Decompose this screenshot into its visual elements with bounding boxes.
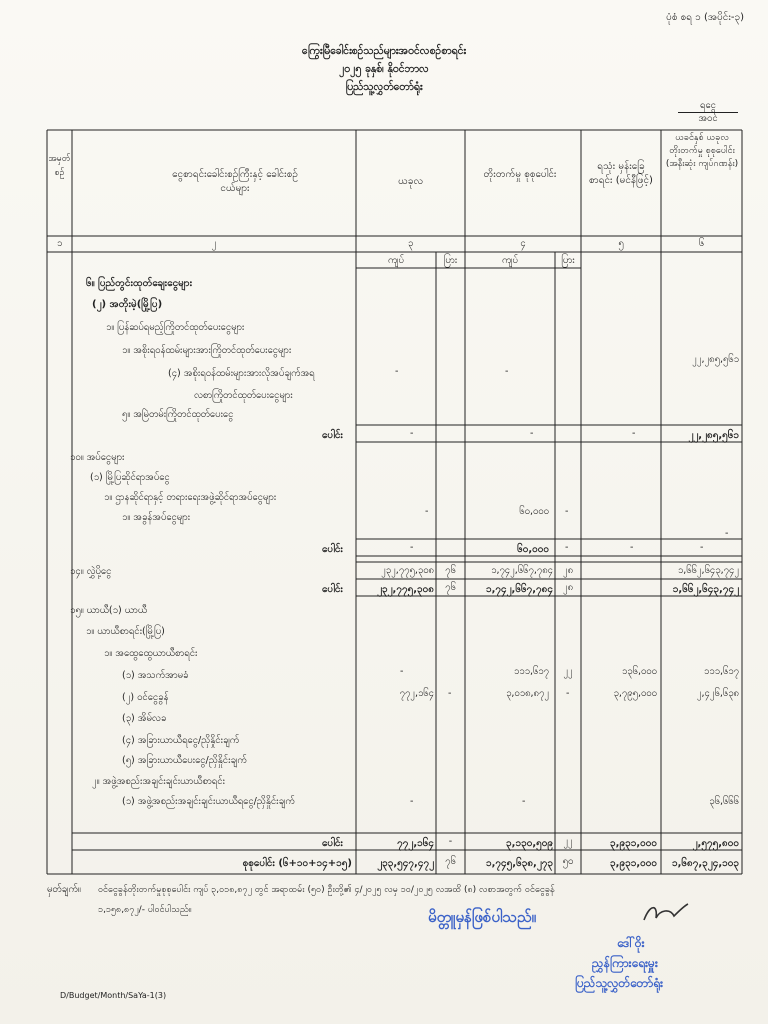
s15-total-c3p: - xyxy=(448,836,453,847)
note-label: မှတ်ချက်။ xyxy=(47,884,81,895)
col-header-5: ရသုံး မှန်းခြေ စာရင်း (မင်နီဖြင့်) xyxy=(589,161,653,186)
row-salary-advances-2: လစာကြိုတင်ထုတ်ပေးငွေများ xyxy=(194,390,293,401)
col-number-1: ၁ xyxy=(56,238,63,249)
row-general-temp: ၁။ အထွေထွေယာယီစာရင်း xyxy=(104,648,198,659)
col-header-6: ယခင်နှစ် ယခုလ တိုးတက်မှု စုစုပေါင်း (အနီးဆုံး ကျပ်ဂဏန်း) xyxy=(665,133,739,169)
s14-total-label: ပေါင်း xyxy=(322,584,343,595)
s6-c4-dash: - xyxy=(505,366,509,377)
s15-total-label: ပေါင်း xyxy=(322,838,343,849)
s15-c5a: ၁၃၆,၀၀၀ xyxy=(621,666,657,677)
note-line-1: ဝင်ငွေခွန်တိုးတက်မှုစုစုပေါင်း ကျပ် ၃,၀၁၈,၈၇၂ တွင် အရာထမ်း (၅၀) ဦးတို့၏ ၄/၂၀၂၅ လမှ ၁၀/၂၀၂၅ လအထိ (၈) လစာအတွက် ဝင်ငွေခွန် xyxy=(98,885,555,895)
row-inter-org: ၂။ အဖွဲ့အစည်းအချင်းချင်းယာယီစာရင်း xyxy=(92,776,225,787)
s10-total-c3: - xyxy=(410,542,414,553)
row-tax-deposits: ၁။ အခွန်အပ်ငွေများ xyxy=(122,512,191,523)
document-code: D/Budget/Month/SaYa-1(3) xyxy=(60,991,167,1000)
s14-c4p: ၂၈ xyxy=(562,565,574,576)
s14-c3p: ၇၆ xyxy=(445,565,456,576)
grand-total-c3: ၂၃၃,၅၄၇,၄၇၂ xyxy=(377,858,434,869)
row-permanent-advance: ၅။ အမြဲတမ်းကြိုတင်ထုတ်ပေးငွေ xyxy=(122,409,234,420)
s15-c3p-dash: - xyxy=(448,688,452,699)
s6-total-c3: - xyxy=(410,428,414,439)
s15-total-c5: ၃,၉၃၁,၀၀၀ xyxy=(610,838,657,849)
s10-total-label: ပေါင်း xyxy=(322,544,343,555)
s15-c5b: ၃,၇၉၅,၀၀၀ xyxy=(613,688,657,699)
row-other-temp-payments: (၅) အခြားယာယီပေးငွေ/ညှိနှိုင်းချက် xyxy=(122,755,247,766)
row-salary-advances-1: (၄) အစိုးရဝန်ထမ်းများအားလိုအပ်ချက်အရ xyxy=(168,368,315,379)
s15-total-c3: ၇၇၂,၁၆၄ xyxy=(397,838,434,849)
s10-total-c4: ၆၀,၀၀၀ xyxy=(517,544,549,555)
unit-pya-c4: ပြား xyxy=(561,255,575,266)
section-14-title: ၁၄။ လွှဲပို့ငွေ xyxy=(70,566,112,577)
s14-total-c6: ၁,၆၆၂,၆၄၃,၇၄၂ xyxy=(672,584,739,595)
s10-c3-dash: - xyxy=(425,506,429,517)
receipt-label-1: ရငွေ xyxy=(700,100,716,111)
s15-c4b: ၃,၀၁၈,၈၇၂ xyxy=(506,688,549,699)
grand-total-c6: ၁,၆၈၇,၃၂၄,၁၀၃ xyxy=(671,858,739,869)
grand-total-label: စုစုပေါင်း (၆+၁၀+၁၄+၁၅) xyxy=(242,858,352,869)
col-header-4: တိုးတက်မှု စုစုပေါင်း xyxy=(483,169,557,180)
title-line-1: ကြွေးမြီခေါင်းစဉ်သည်များအဝင်လစဉ်စာရင်း xyxy=(301,45,467,57)
s15-c6b: ၂,၄၂၆,၆၃၈ xyxy=(696,688,739,699)
receipt-label-2: အဝင် xyxy=(678,112,738,125)
row-advances: ၁။ ပြန်ဆပ်ရမည့်ကြိုတင်ထုတ်ပေးငွေများ xyxy=(106,322,245,333)
s14-total-c3p: ၇၆ xyxy=(445,582,456,593)
s15-c3-dash-e: - xyxy=(410,796,414,807)
section-15-title: ၁၅။ ယာယီ(၁) ယာယီ xyxy=(70,605,148,616)
s14-c4: ၁,၇၄၂,၆၆၇,၇၈၄ xyxy=(491,565,553,576)
grand-total-c4p: ၅၀ xyxy=(562,856,574,867)
signature-mark xyxy=(640,900,690,928)
col-header-2: ငွေစာရင်းခေါင်းစဉ်ကြီးနှင့် ခေါင်းစဉ်ငယ်များ xyxy=(172,169,298,194)
s15-c4-dash-e: - xyxy=(522,796,526,807)
section-10-title: ၁၀။ အပ်ငွေများ xyxy=(70,452,125,463)
s6-total-c5: - xyxy=(632,428,636,439)
row-dept-deposits: ၁။ ဌာနဆိုင်ရာနှင့် တရားရေးအဖွဲ့ဆိုင်ရာအပ်ငွေများ xyxy=(104,492,277,503)
s15-total-c4p: ၂၂ xyxy=(563,836,573,847)
s15-total-c4: ၃,၁၃၀,၅၀၉ xyxy=(506,838,553,849)
section-10-sub: (၁) မြို့ပြဆိုင်ရာအပ်ငွေ xyxy=(90,472,170,483)
certified-copy-stamp: မိတ္တူမှန်ဖြစ်ပါသည်။ xyxy=(428,908,537,926)
form-reference: ပုံစံ စရ ၁ (အပိုင်း-၃) xyxy=(666,12,744,23)
unit-pya-c3: ပြား xyxy=(443,255,458,266)
unit-kyat-c4: ကျပ် xyxy=(502,255,518,266)
s10-c4-value: ၆၀,၀၀၀ xyxy=(519,506,549,517)
s10-total-c5: - xyxy=(630,542,634,553)
signatory-name: ဒေါ်ဝိုး xyxy=(617,936,645,950)
s6-total-label: ပေါင်း xyxy=(322,430,343,441)
col-header-1: အမှတ်စဉ် xyxy=(48,154,71,178)
s15-c3-dash-a: - xyxy=(400,666,404,677)
s10-total-c4p: - xyxy=(565,542,569,553)
s15-c4bp-dash: - xyxy=(566,688,570,699)
s14-total-c4p: ၂၈ xyxy=(562,582,574,593)
s14-c3: ၂၃၂,၇၇၅,၃၀၈ xyxy=(381,565,434,576)
s6-c3-dash: - xyxy=(395,366,399,377)
title-line-3: ပြည်သူ့လွှတ်တော်ရုံး xyxy=(345,81,423,93)
s15-c4a: ၁၁၁,၆၁၇ xyxy=(513,666,549,677)
col-number-6: ၆ xyxy=(698,238,705,249)
col-number-5: ၅ xyxy=(618,238,624,249)
row-staff-advances: ၁။ အစိုးရဝန်ထမ်းများအားကြိုတင်ထုတ်ပေးငွေများ xyxy=(122,345,292,356)
row-temp-accounts: ၁။ ယာယီစာရင်း(မြို့ပြ) xyxy=(86,626,165,637)
col-header-3: ယခုလ xyxy=(398,176,423,187)
section-6-sub: (၂) အတိုးမဲ့(မြို့ပြ) xyxy=(92,299,163,310)
col-number-4: ၄ xyxy=(520,238,526,249)
s15-c4ap: ၂၂ xyxy=(563,666,573,677)
unit-kyat-c3: ကျပ် xyxy=(388,255,404,266)
s14-total-c3: ၂၃၂,၇၇၅,၃၀၈ xyxy=(377,584,434,595)
note-line-2: ၁,၁၅၈,၈၇၂/- ပါဝင်ပါသည်။ xyxy=(98,905,192,915)
s15-total-c6: ၂,၅၇၅,၈၀၀ xyxy=(692,838,739,849)
s15-c6a: ၁၁၁,၆၁၇ xyxy=(703,666,739,677)
s6-total-c4: - xyxy=(530,428,534,439)
grand-total-c3p: ၇၆ xyxy=(445,856,456,867)
title-line-2: ၂၀၂၅ ခုနှစ်၊ နိုဝင်ဘာလ xyxy=(339,63,429,75)
row-house-rent: (၃) အိမ်လခ xyxy=(122,713,167,724)
s6-total-c6: ၂၂,၂၈၅,၅၆၁ xyxy=(688,430,739,441)
signatory-office: ပြည်သူ့လွှတ်တော်ရုံး xyxy=(575,976,664,990)
row-life-insurance: (၁) အသက်အာမခံ xyxy=(122,670,189,681)
signatory-title: ညွှန်ကြားရေးမှူး xyxy=(592,956,658,970)
grand-total-c5: ၃,၉၃၁,၀၀၀ xyxy=(610,858,657,869)
s14-total-c4: ၁,၇၄၂,၆၆၇,၇၈၄ xyxy=(485,584,553,595)
s10-c4p-dash: - xyxy=(565,506,569,517)
row-other-temp-receipts: (၄) အခြားယာယီရငွေ/ညှိနှိုင်းချက် xyxy=(122,735,240,746)
s10-total-c6: - xyxy=(700,542,704,553)
grand-total-c4: ၁,၇၄၅,၆၃၈,၂၇၃ xyxy=(485,858,553,869)
section-6-title: ၆။ ပြည်တွင်းထုတ်ချေးငွေများ xyxy=(86,278,193,289)
s10-c6-dash: - xyxy=(725,528,729,539)
s14-c6: ၁,၆၆၂,၆၄၃,၇၄၂ xyxy=(677,565,739,576)
col-number-2: ၂ xyxy=(211,238,217,249)
s15-c6e: ၃၆,၆၆၆ xyxy=(709,796,739,807)
row-inter-org-receipts: (၁) အဖွဲ့အစည်းအချင်းချင်းယာယီရငွေ/ညှိနှိုင်းချက် xyxy=(122,796,295,807)
col-number-3: ၃ xyxy=(407,238,414,249)
s15-c3b: ၇၇၂,၁၆၄ xyxy=(399,688,434,699)
s6-c6-value: ၂၂,၂၈၅,၅၆၁ xyxy=(692,354,739,365)
row-income-tax: (၂) ဝင်ငွေခွန် xyxy=(122,692,169,703)
